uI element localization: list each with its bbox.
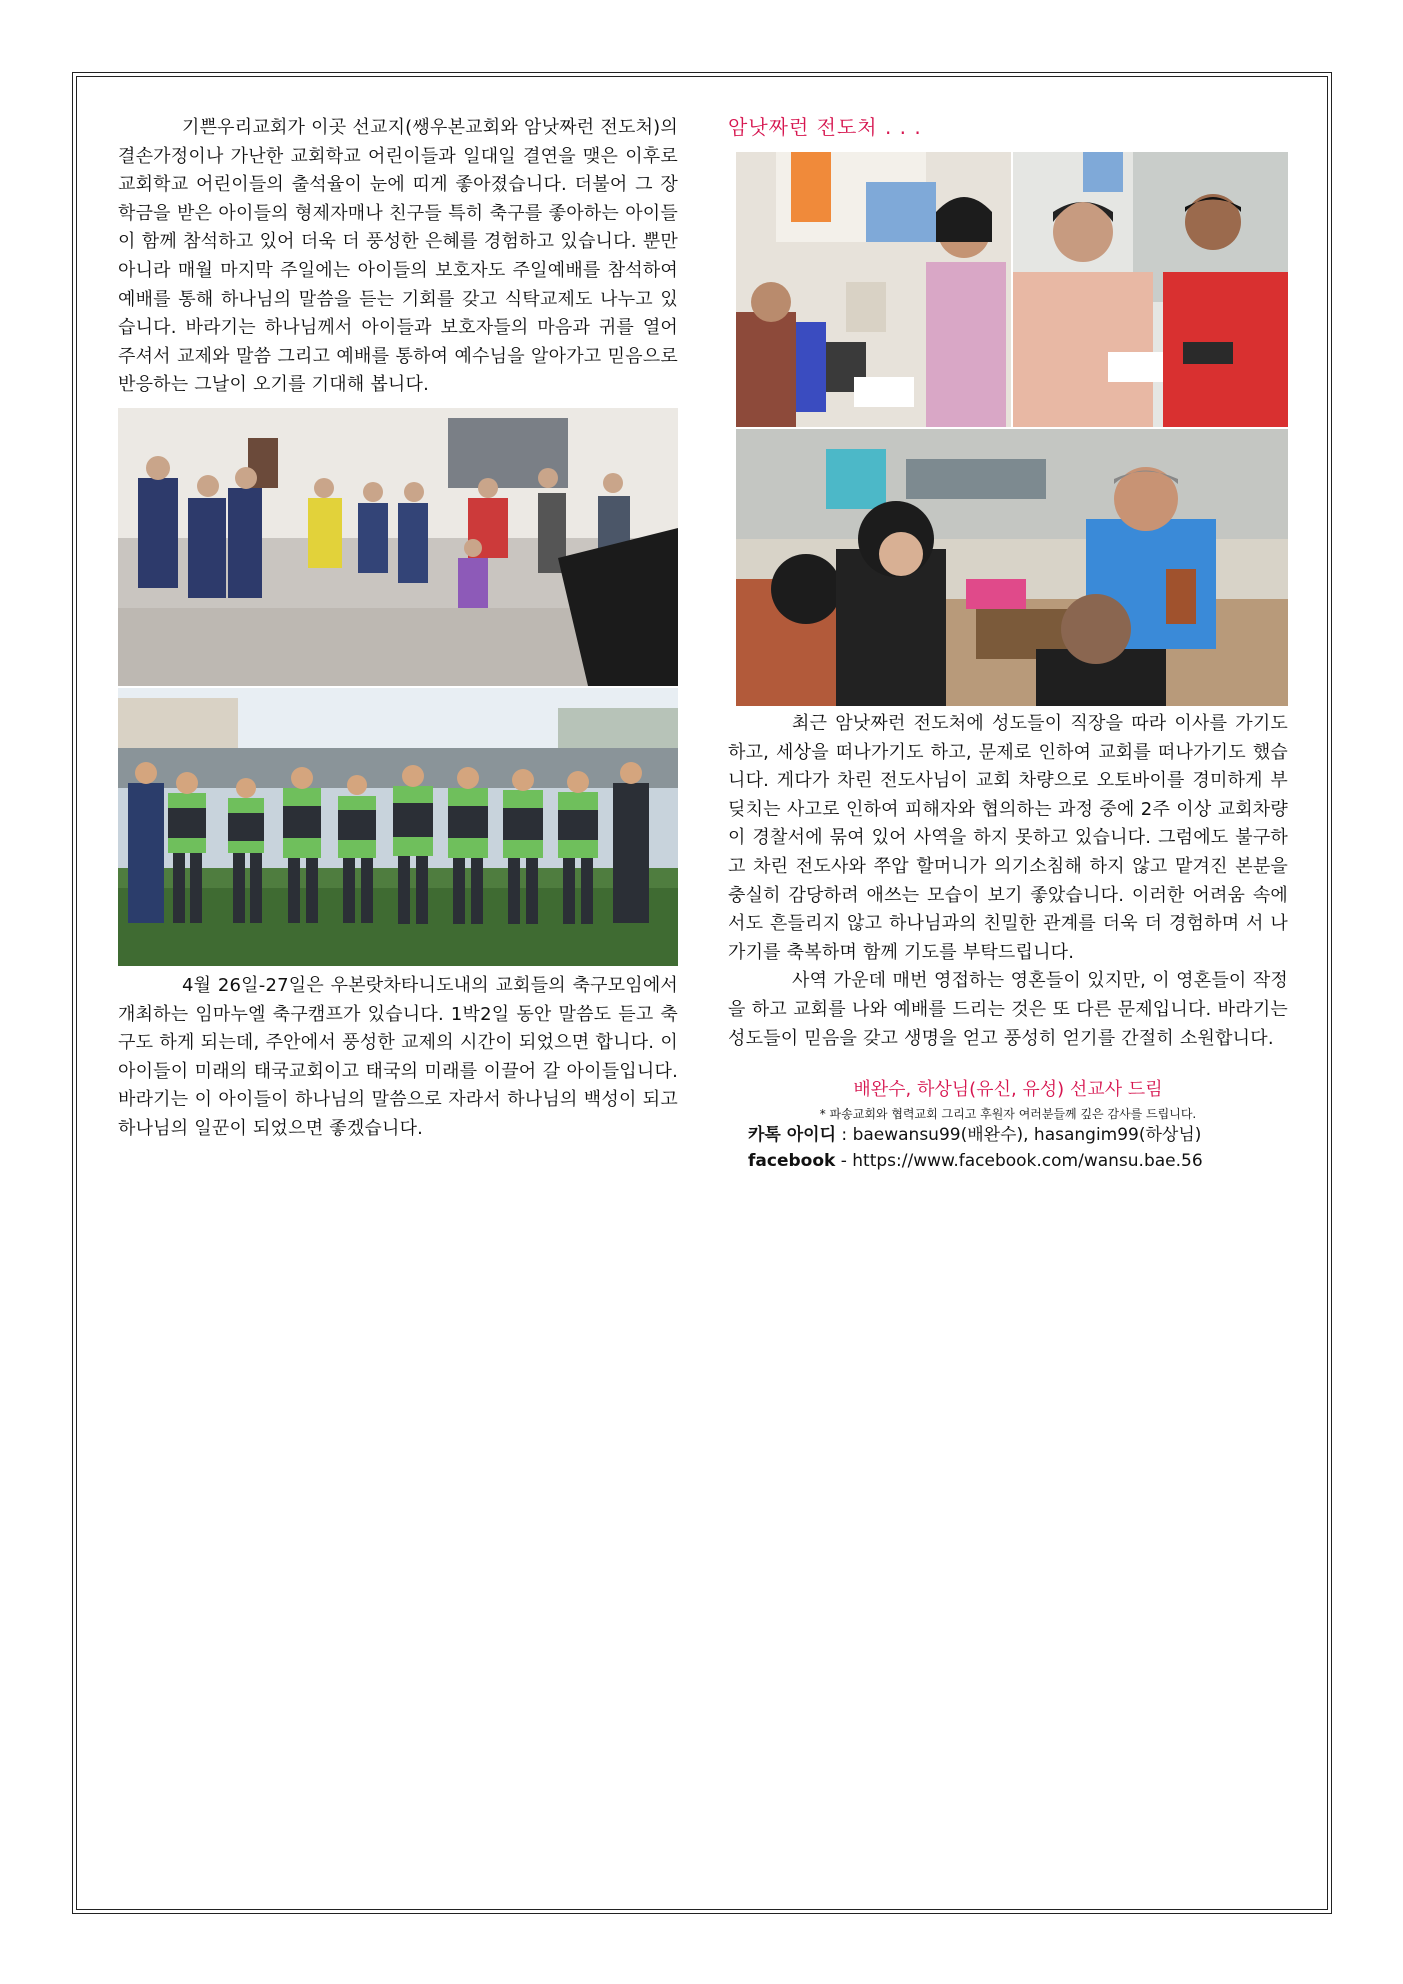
photo-indoor-worship	[118, 408, 678, 686]
right-column	[728, 112, 1288, 1174]
kakao-contact	[748, 1122, 1288, 1148]
right-paragraph-2: 사역 가운데 매번 영접하는 영혼들이 있지만, 이 영혼들이 작정을 하고 교회를 나와 예배를 드리는 것은 또 다른 문제입니다. 바라기는 성도들이 믿음을 갖고 생명을 얻고 풍성히 얻기를 간절히 소원합니다.	[728, 970, 1288, 1049]
thanks-note: * 파송교회와 협력교회 그리고 후원자 여러분들께 깊은 감사를 드립니다.	[819, 1107, 1197, 1122]
photo-pastor-with-children	[736, 429, 1288, 706]
left-paragraph-1: 기쁜우리교회가 이곳 선교지(쌩우본교회와 암낫짜런 전도처)의 결손가정이나 가난한 교회학교 어린이들과 일대일 결연을 맺은 이후로 교회학교 어린이들의 출석율이 눈에 띠게 좋아졌습니다. 더불어 그 장학금을 받은 아이들의 형제자매나 친구들 특히 축구를 좋아하는 아이들이 함께 참석하고 있어 더욱 더 풍성한 은혜를 경험하고 있습니다. 뿐만 아니라 매월 마지막 주일에는 아이들의 보호자도 주일예배를 참석하여 예배를 통해 하나님의 말씀을 듣는 기회를 갖고 식탁교제도 나누고 있습니다. 바라기는 하나님께서 아이들과 보호자들의 마음과 귀를 열어 주셔서 교제와 말씀 그리고 예배를 통하여 예수님을 알아가고 믿음으로 반응하는 그날이 오기를 기대해 봅니다.	[118, 117, 678, 396]
facebook-link[interactable]: - https://www.facebook.com/wansu.bae.56	[835, 1151, 1203, 1172]
left-column	[118, 114, 678, 1144]
left-paragraph-2: 4월 26일-27일은 우본랏차타니도내의 교회들의 축구모임에서 개최하는 임마누엘 축구캠프가 있습니다. 1박2일 동안 말씀도 듣고 축구도 하게 되는데, 주안에서 풍성한 교제의 시간이 되었으면 합니다. 이 아이들이 미래의 태국교회이고 태국의 미래를 이끌어 갈 아이들입니다. 바라기는 이 아이들이 하나님의 말씀으로 자라서 하나님의 백성이 되고 하나님의 일꾼이 되었으면 좋겠습니다.	[118, 974, 678, 1139]
facebook-label: facebook	[748, 1151, 836, 1172]
signature: 배완수, 하상님(유신, 유성) 선교사 드림	[853, 1079, 1163, 1101]
photo-scholarship-boy	[1013, 152, 1288, 427]
kakao-value: : baewansu99(배완수), hasangim99(하상님)	[836, 1125, 1202, 1146]
photo-football-team	[118, 688, 678, 966]
right-paragraph-1: 최근 암낫짜런 전도처에 성도들이 직장을 따라 이사를 가기도 하고, 세상을 떠나가기도 하고, 문제로 인하여 교회를 떠나가기도 했습니다. 게다가 차린 전도사님이 교회 차량으로 오토바이를 경미하게 부딪치는 사고로 인하여 피해자와 협의하는 과정 중에 2주 이상 교회차량이 경찰서에 묶여 있어 사역을 하지 못하고 있습니다. 그럼에도 불구하고 차린 전도사와 쭈압 할머니가 의기소침해 하지 않고 맡겨진 본분을 충실히 감당하려 애쓰는 모습이 보기 좋았습니다. 이러한 어려움 속에서도 흔들리지 않고 하나님과의 친밀한 관계를 더욱 더 경험하며 서 나가기를 축복하며 함께 기도를 부탁드립니다.	[728, 713, 1288, 963]
facebook-contact	[748, 1148, 1288, 1174]
section-title: 암낫짜런 전도처 . . .	[728, 115, 922, 139]
kakao-label: 카톡 아이디	[748, 1125, 837, 1146]
photo-scholarship-girl	[736, 152, 1011, 427]
